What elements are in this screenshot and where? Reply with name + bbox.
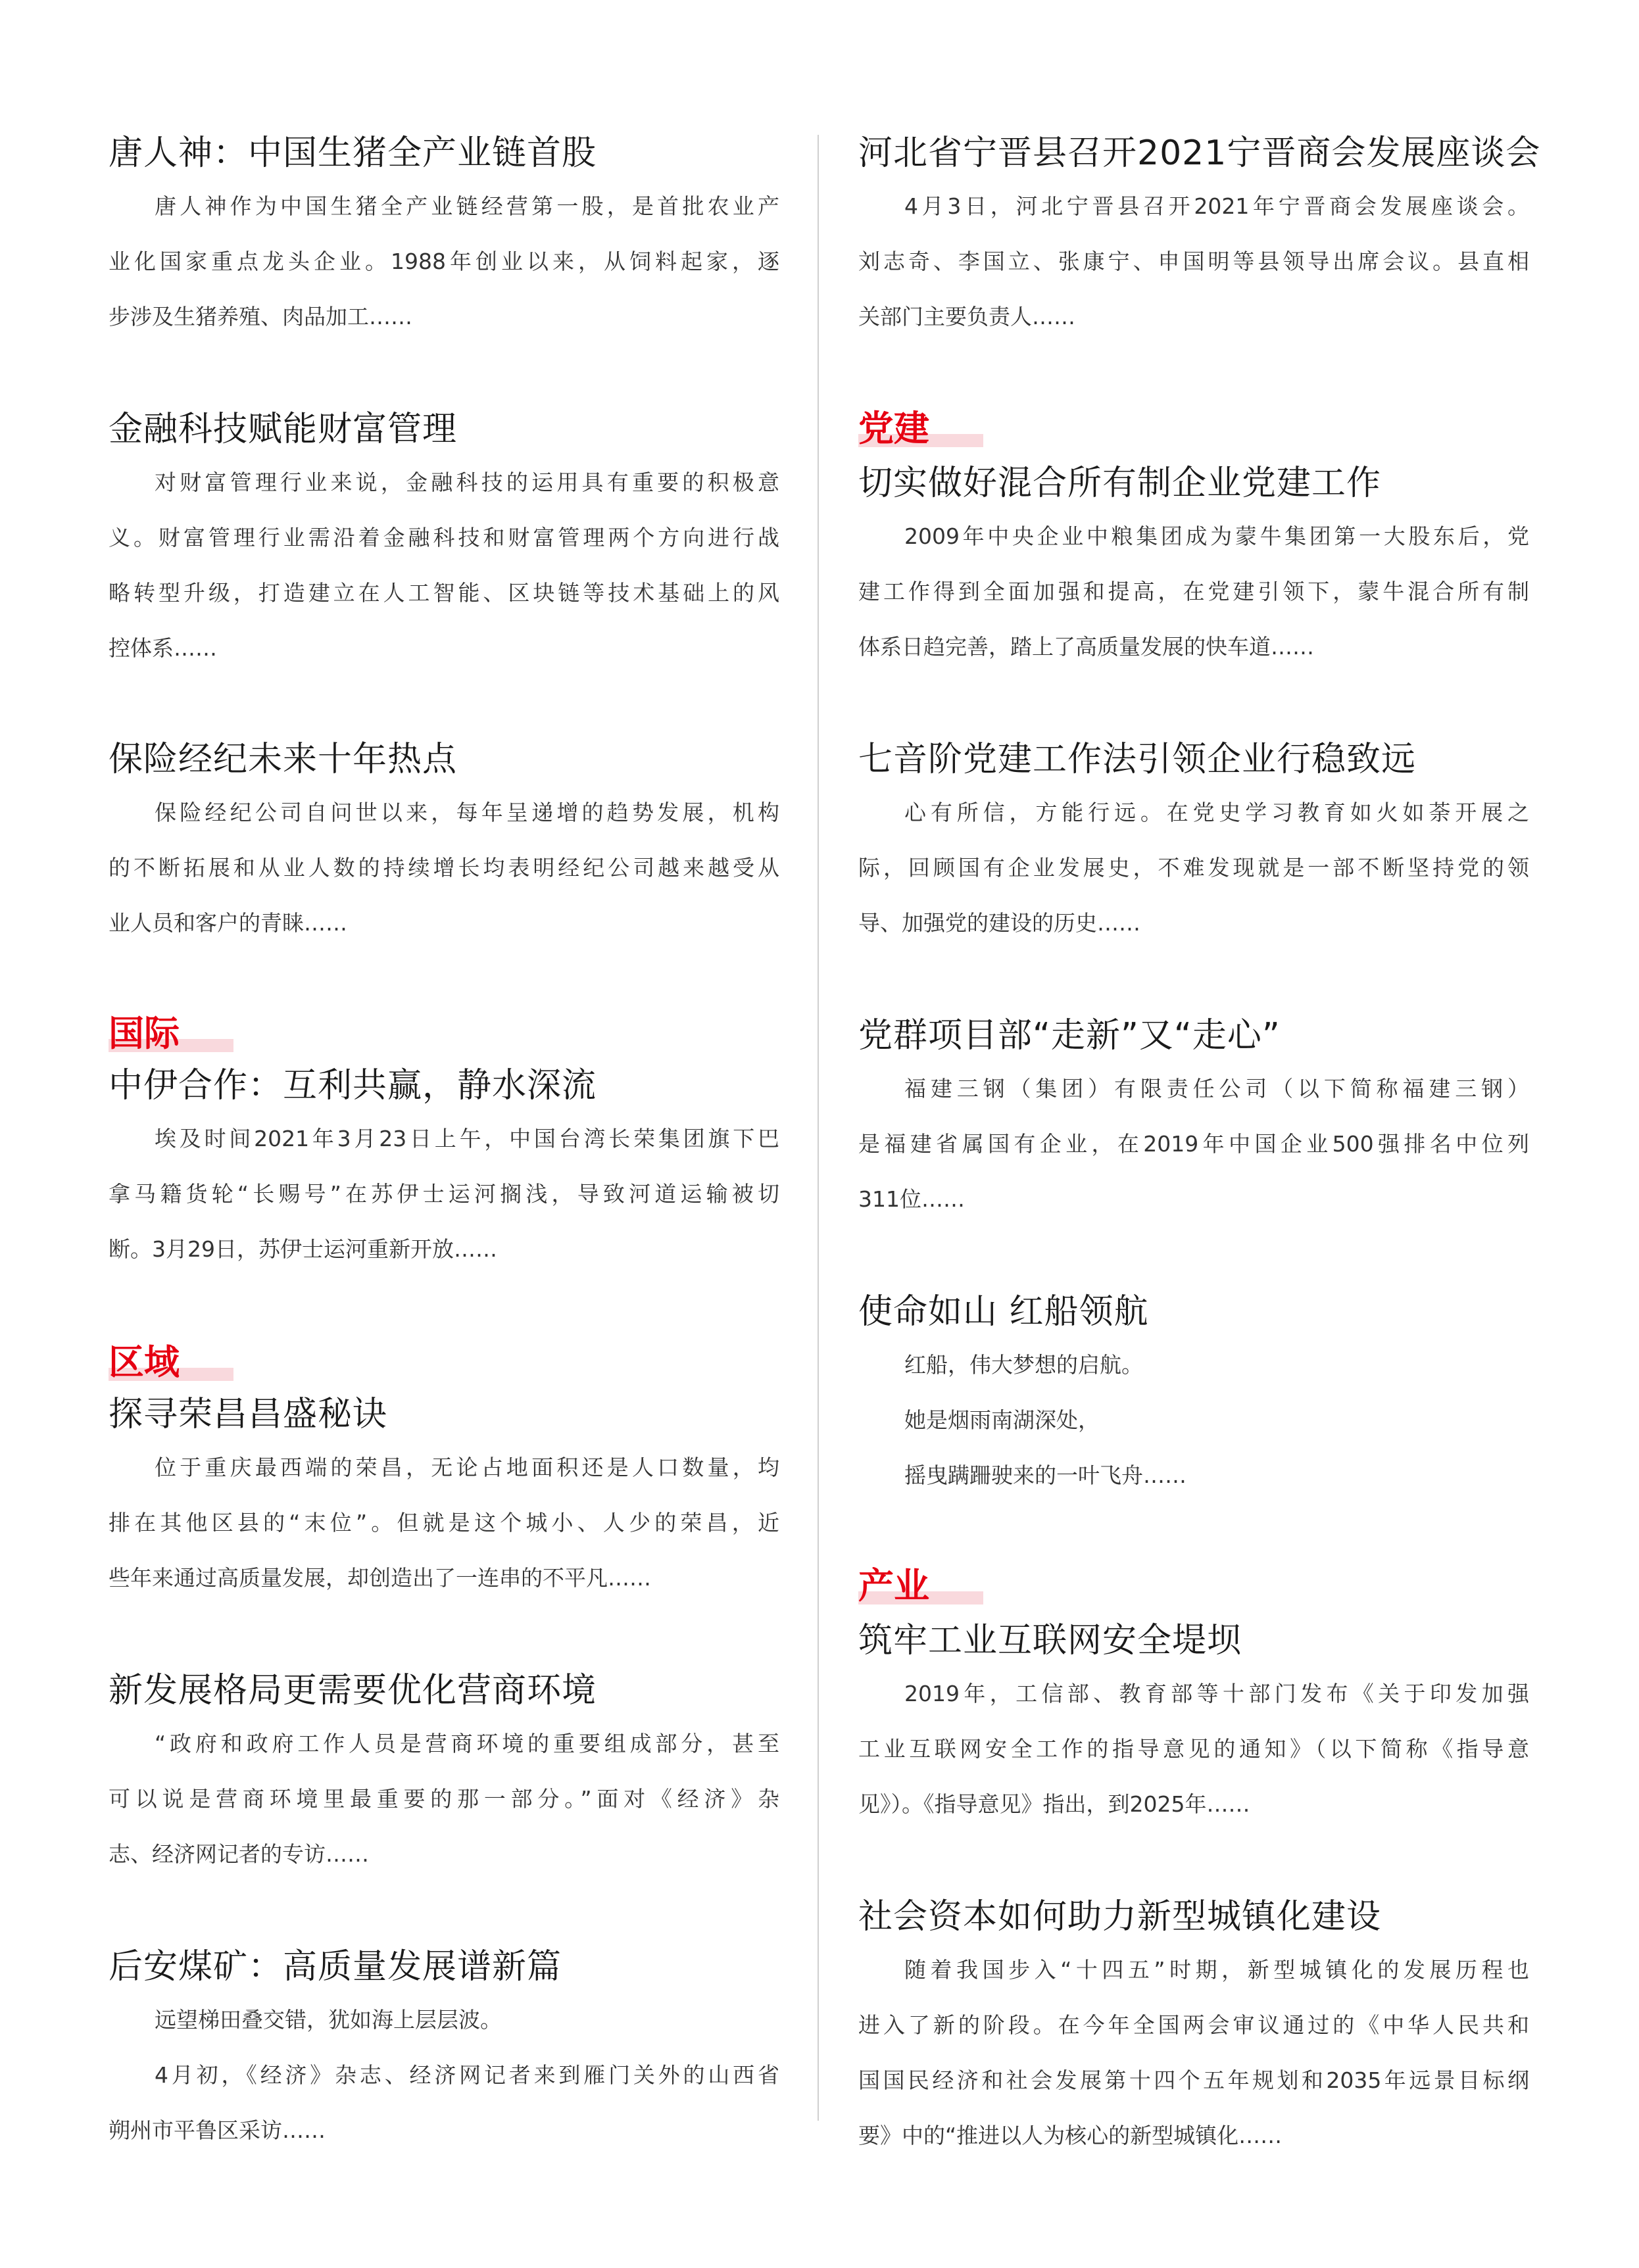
article-summary <box>858 1061 1529 1227</box>
summary-line: “政府和政府工作人员是营商环境的重要组成部分，甚至 <box>155 1731 779 1756</box>
article-party-project[interactable] <box>858 1013 1529 1227</box>
summary-line: 的不断拓展和从业人数的持续增长均表明经纪公司越来越受从 <box>109 855 779 881</box>
article-summary <box>858 1338 1529 1503</box>
article-title[interactable]: 切实做好混合所有制企业党建工作 <box>858 464 1382 503</box>
article-tangrenshen[interactable] <box>109 130 779 345</box>
summary-line: 际，回顾国有企业发展史，不难发现就是一部不断坚持党的领 <box>858 855 1529 881</box>
summary-line: 些年来通过高质量发展，却创造出了一连串的不平凡…… <box>109 1565 651 1591</box>
section-label-text: 区域 <box>109 1341 180 1383</box>
section-label-text: 国际 <box>109 1013 180 1054</box>
summary-line: 远望梯田叠交错，犹如海上层层波。 <box>155 2007 502 2033</box>
summary-line: 保险经纪公司自问世以来，每年呈递增的趋势发展，机构 <box>155 800 779 825</box>
summary-line: 心有所信，方能行远。在党史学习教育如火如荼开展之 <box>904 800 1529 825</box>
article-rongchang[interactable] <box>109 1391 779 1606</box>
summary-line: 业化国家重点龙头企业。1988年创业以来，从饲料起家，逐 <box>109 249 779 274</box>
article-summary <box>858 1666 1529 1832</box>
article-industrial-internet-security[interactable] <box>858 1618 1529 1832</box>
summary-line: 业人员和客户的青睐…… <box>109 910 347 936</box>
summary-line: 摇曳蹒跚驶来的一叶飞舟…… <box>904 1462 1186 1488</box>
article-summary <box>109 1111 779 1277</box>
summary-line: 义。财富管理行业需沿着金融科技和财富管理两个方向进行战 <box>109 525 779 550</box>
summary-line: 2009年中央企业中粮集团成为蒙牛集团第一大股东后，党 <box>904 523 1529 549</box>
column-divider <box>818 135 819 2121</box>
summary-line: 控体系…… <box>109 635 217 661</box>
article-title[interactable]: 社会资本如何助力新型城镇化建设 <box>858 1897 1382 1937</box>
section-label-industry <box>858 1565 983 1607</box>
section-label-region <box>109 1341 233 1384</box>
summary-line: 随着我国步入“十四五”时期，新型城镇化的发展历程也 <box>904 1957 1529 1983</box>
section-label-international <box>109 1013 233 1055</box>
summary-line: 4月3日，河北宁晋县召开2021年宁晋商会发展座谈会。 <box>904 193 1529 219</box>
summary-line: 要》中的“推进以人为核心的新型城镇化…… <box>858 2123 1283 2148</box>
article-mixed-ownership-party[interactable] <box>858 460 1529 675</box>
summary-line: 唐人神作为中国生猪全产业链经营第一股，是首批农业产 <box>155 193 779 219</box>
article-summary <box>109 1992 779 2158</box>
summary-line: 断。3月29日，苏伊士运河重新开放…… <box>109 1236 497 1262</box>
summary-line: 导、加强党的建设的历史…… <box>858 910 1140 936</box>
summary-line: 朔州市平鲁区采访…… <box>109 2117 326 2143</box>
article-seven-tones[interactable] <box>858 736 1529 951</box>
section-label-text: 产业 <box>858 1565 929 1606</box>
summary-line: 略转型升级，打造建立在人工智能、区块链等技术基础上的风 <box>109 580 779 606</box>
article-insurance-broker[interactable] <box>109 736 779 951</box>
summary-line: 位于重庆最西端的荣昌，无论占地面积还是人口数量，均 <box>155 1455 779 1480</box>
summary-line: 体系日趋完善，踏上了高质量发展的快车道…… <box>858 634 1314 660</box>
article-title[interactable]: 七音阶党建工作法引领企业行稳致远 <box>858 740 1417 779</box>
article-summary <box>858 509 1529 675</box>
summary-line: 志、经济网记者的专访…… <box>109 1841 369 1867</box>
article-title[interactable]: 使命如山 红船领航 <box>858 1292 1149 1332</box>
article-summary <box>858 1942 1529 2163</box>
article-summary <box>109 1716 779 1882</box>
article-china-iran[interactable] <box>109 1063 779 1277</box>
summary-line: 是福建省属国有企业，在2019年中国企业500强排名中位列 <box>858 1131 1529 1157</box>
article-title[interactable]: 唐人神：中国生猪全产业链首股 <box>109 133 597 173</box>
summary-line: 可以说是营商环境里最重要的那一部分。”面对《经济》杂 <box>109 1786 779 1812</box>
summary-line: 工业互联网安全工作的指导意见的通知》（以下简称《指导意 <box>858 1736 1529 1762</box>
article-title[interactable]: 保险经纪未来十年热点 <box>109 740 458 779</box>
article-title[interactable]: 后安煤矿：高质量发展谱新篇 <box>109 1947 562 1987</box>
summary-line: 福建三钢（集团）有限责任公司（以下简称福建三钢） <box>904 1076 1529 1101</box>
summary-line: 刘志奇、李国立、张康宁、申国明等县领导出席会议。县直相 <box>858 249 1529 274</box>
article-title[interactable]: 新发展格局更需要优化营商环境 <box>109 1671 597 1710</box>
article-business-environment[interactable] <box>109 1668 779 1882</box>
article-social-capital-urbanization[interactable] <box>858 1894 1529 2163</box>
summary-line: 国国民经济和社会发展第十四个五年规划和2035年远景目标纲 <box>858 2067 1529 2093</box>
summary-line: 4月初，《经济》杂志、经济网记者来到雁门关外的山西省 <box>155 2062 779 2088</box>
article-summary <box>109 455 779 676</box>
summary-line: 2019年，工信部、教育部等十部门发布《关于印发加强 <box>904 1681 1529 1706</box>
article-summary <box>858 785 1529 951</box>
article-summary <box>109 785 779 951</box>
article-ningjin-chamber[interactable] <box>858 130 1541 345</box>
article-title[interactable]: 中伊合作：互利共赢，静水深流 <box>109 1066 597 1105</box>
summary-line: 对财富管理行业来说，金融科技的运用具有重要的积极意 <box>155 470 779 495</box>
article-title[interactable]: 党群项目部“走新”又“走心” <box>858 1016 1281 1055</box>
article-red-boat[interactable] <box>858 1289 1529 1503</box>
summary-line: 进入了新的阶段。在今年全国两会审议通过的《中华人民共和 <box>858 2012 1529 2038</box>
summary-line: 她是烟雨南湖深处， <box>904 1407 1100 1433</box>
summary-line: 见》）。《指导意见》指出，到2025年…… <box>858 1791 1250 1817</box>
article-title[interactable]: 河北省宁晋县召开2021宁晋商会发展座谈会 <box>858 133 1541 173</box>
section-label-text: 党建 <box>858 408 929 449</box>
article-title[interactable]: 探寻荣昌昌盛秘诀 <box>109 1395 388 1434</box>
article-houan-coal-mine[interactable] <box>109 1944 779 2158</box>
article-summary <box>858 179 1529 345</box>
article-title[interactable]: 筑牢工业互联网安全堤坝 <box>858 1621 1242 1660</box>
summary-line: 埃及时间2021年3月23日上午，中国台湾长荣集团旗下巴 <box>155 1126 779 1151</box>
summary-line: 排在其他区县的“末位”。但就是这个城小、人少的荣昌，近 <box>109 1510 779 1535</box>
summary-line: 红船，伟大梦想的启航。 <box>904 1352 1143 1378</box>
article-fintech-wealth[interactable] <box>109 406 779 676</box>
article-title[interactable]: 金融科技赋能财富管理 <box>109 410 458 449</box>
summary-line: 关部门主要负责人…… <box>858 304 1075 329</box>
summary-line: 拿马籍货轮“长赐号”在苏伊士运河搁浅，导致河道运输被切 <box>109 1181 779 1207</box>
article-summary <box>109 1440 779 1606</box>
summary-line: 建工作得到全面加强和提高，在党建引领下，蒙牛混合所有制 <box>858 579 1529 604</box>
summary-line: 步涉及生猪养殖、肉品加工…… <box>109 304 412 329</box>
summary-line: 311位…… <box>858 1186 965 1212</box>
article-summary <box>109 179 779 345</box>
section-label-party-building <box>858 408 983 450</box>
